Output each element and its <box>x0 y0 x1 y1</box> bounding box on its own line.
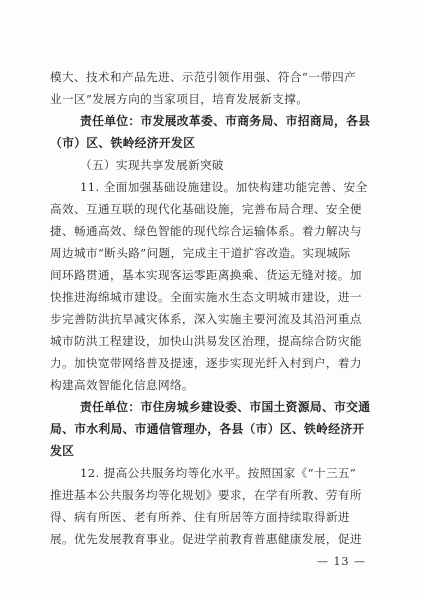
text-line: 11. 全面加强基础设施建设。加快构建功能完善、安全 <box>80 180 368 194</box>
responsible-unit-line: 发区 <box>50 444 75 458</box>
responsible-unit-line: （市）区、铁岭经济开发区 <box>50 136 196 150</box>
text-line: 展。优先发展教育事业。促进学前教育普惠健康发展，促进 <box>50 532 362 546</box>
text-line: 间环路贯通，基本实现客运零距离换乘、货运无缝对接。加 <box>50 268 362 282</box>
text-line: 构建高效智能化信息网络。 <box>50 378 194 392</box>
text-line: 12. 提高公共服务均等化水平。按照国家《“十三五” <box>80 466 357 480</box>
text-line: 周边城市“断头路”问题，完成主干道扩容改造。实现城际 <box>50 246 351 260</box>
text-line: 高效、互通互联的现代化基础设施，完善布局合理、安全便 <box>50 202 362 216</box>
section-heading: （五）实现共享发展新突破 <box>80 158 224 172</box>
text-line: 城市防洪工程建设，加快山洪易发区治理，提高综合防灾能 <box>50 334 362 348</box>
responsible-unit-line: 责任单位：市住房城乡建设委、市国土资源局、市交通 <box>80 400 371 414</box>
text-line: 力。加快宽带网络普及提速，逐步实现光纤入村到户，着力 <box>50 356 362 370</box>
responsible-unit-line: 责任单位：市发展改革委、市商务局、市招商局，各县 <box>80 114 371 128</box>
page-number: — 13 — <box>317 555 366 568</box>
text-line: 快推进海绵城市建设。全面实施水生态文明城市建设，进一 <box>50 290 362 304</box>
text-line: 模大、技术和产品先进、示范引领作用强、符合“一带四产 <box>50 70 357 84</box>
responsible-unit-line: 局、市水利局、市通信管理办，各县（市）区、铁岭经济开 <box>50 422 365 436</box>
text-line: 业一区”发展方向的当家项目，培育发展新支撑。 <box>50 92 309 106</box>
text-line: 捷、畅通高效、绿色智能的现代综合运输体系。着力解决与 <box>50 224 362 238</box>
text-line: 推进基本公共服务均等化规划》要求，在学有所教、劳有所 <box>50 488 362 502</box>
text-line: 得、病有所医、老有所养、住有所居等方面持续取得新进 <box>50 510 350 524</box>
text-line: 步完善防洪抗旱减灾体系，深入实施主要河流及其沿河重点 <box>50 312 362 326</box>
